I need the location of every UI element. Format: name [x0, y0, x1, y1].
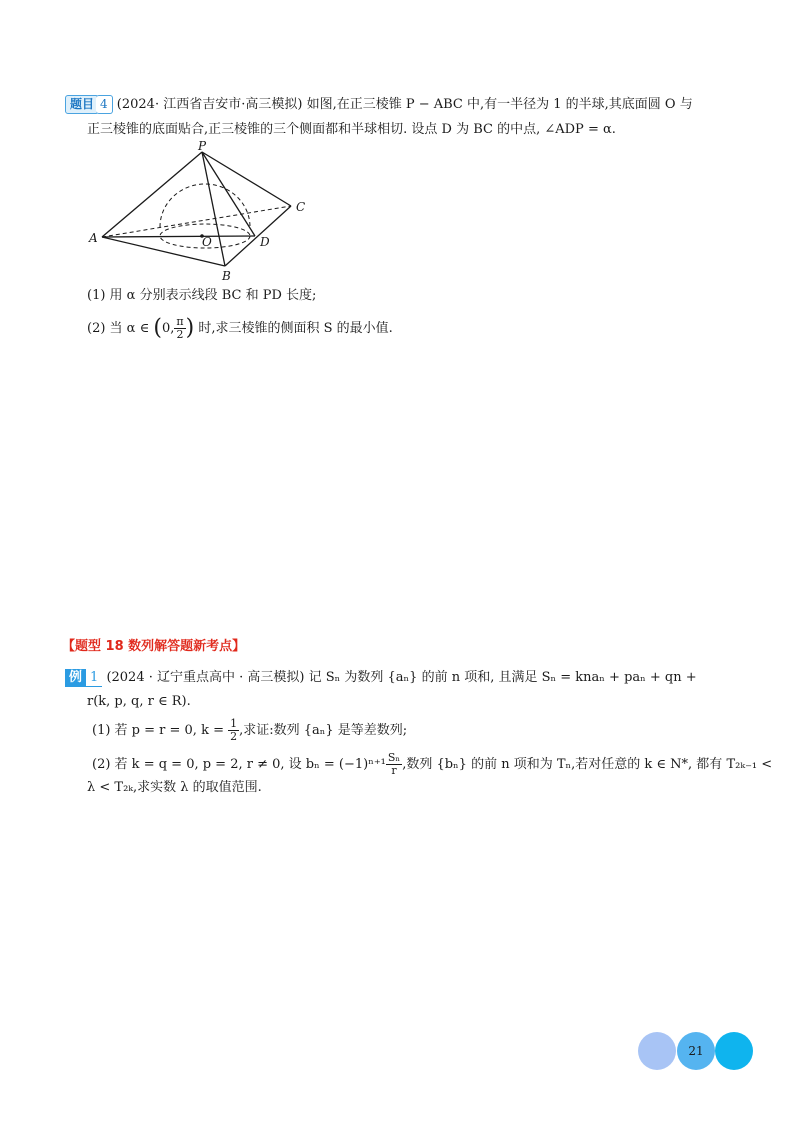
fraction-Sn-over-r: $\frac{\text{Sₙ}}{r}$	[387, 751, 401, 777]
example-q2: (2) 若 k = q = 0, p = 2, r ≠ 0, 设 bₙ = (−1)ⁿ⁺¹ $\frac{\text{Sₙ}}{r}$ ,数列 {bₙ} 的前 n 项和为 Tₙ,若对任意的 k ∈ N*, 都有 T₂ₖ₋₁ <	[92, 751, 773, 777]
problem-q1: (1) 用 α 分别表示线段 BC 和 PD 长度;	[87, 288, 317, 303]
problem-source: (2024· 江西省吉安市·高三模拟)	[116, 97, 303, 112]
footer-circle-bright	[715, 1032, 753, 1070]
page-number: 21	[677, 1032, 715, 1070]
problem-q2	[87, 316, 393, 341]
problem-badge: 题目	[65, 95, 99, 114]
q2-interval-open: 0,	[161, 321, 175, 336]
label-O: O	[202, 235, 212, 249]
left-paren: (	[153, 315, 162, 341]
label-C: C	[296, 200, 306, 214]
example-q1: (1) 若 p = r = 0, k = $\frac{1}{2}$ ,求证:数列 {aₙ} 是等差数列;	[92, 717, 408, 743]
problem-number: 4	[96, 95, 113, 114]
example-q2-line2: λ < T₂ₖ,求实数 λ 的取值范围.	[87, 780, 262, 795]
label-P: P	[198, 140, 207, 153]
edge-AD	[102, 236, 255, 237]
example-badge: 例	[65, 669, 86, 687]
example-line1: (2024 · 辽宁重点高中 · 高三模拟) 记 Sₙ 为数列 {aₙ} 的前 n 项和, 且满足 Sₙ = knaₙ + paₙ + qn +	[106, 670, 697, 685]
edge-PC	[202, 152, 291, 206]
pi-over-two: $\frac{\pi}{2}$	[176, 315, 184, 341]
problem-text-line2: 正三棱锥的底面贴合,正三棱锥的三个侧面都和半球相切. 设点 D 为 BC 的中点, ∠ADP = α.	[87, 122, 616, 137]
example-number: 1	[86, 669, 102, 687]
example-line2: r(k, p, q, r ∈ R).	[87, 694, 191, 709]
problem-text-line1: 如图,在正三棱锥 P − ABC 中,有一半径为 1 的半球,其底面圆 O 与	[306, 97, 693, 112]
right-paren: )	[185, 315, 195, 341]
fraction-one-half: $\frac{1}{2}$	[230, 717, 238, 743]
problem-4-header	[65, 95, 693, 115]
edge-PA	[102, 152, 202, 237]
label-A: A	[89, 231, 98, 245]
q2-suffix: 时,求三棱锥的侧面积 S 的最小值.	[198, 321, 393, 336]
pyramid-figure	[85, 140, 325, 285]
footer-circle-light	[638, 1032, 676, 1070]
q2-prefix: (2) 当 α ∈	[87, 321, 150, 336]
example-1-header	[65, 668, 697, 688]
label-B: B	[222, 269, 231, 283]
label-D: D	[260, 235, 270, 249]
section-title: 【题型 18 数列解答题新考点】	[62, 639, 246, 654]
